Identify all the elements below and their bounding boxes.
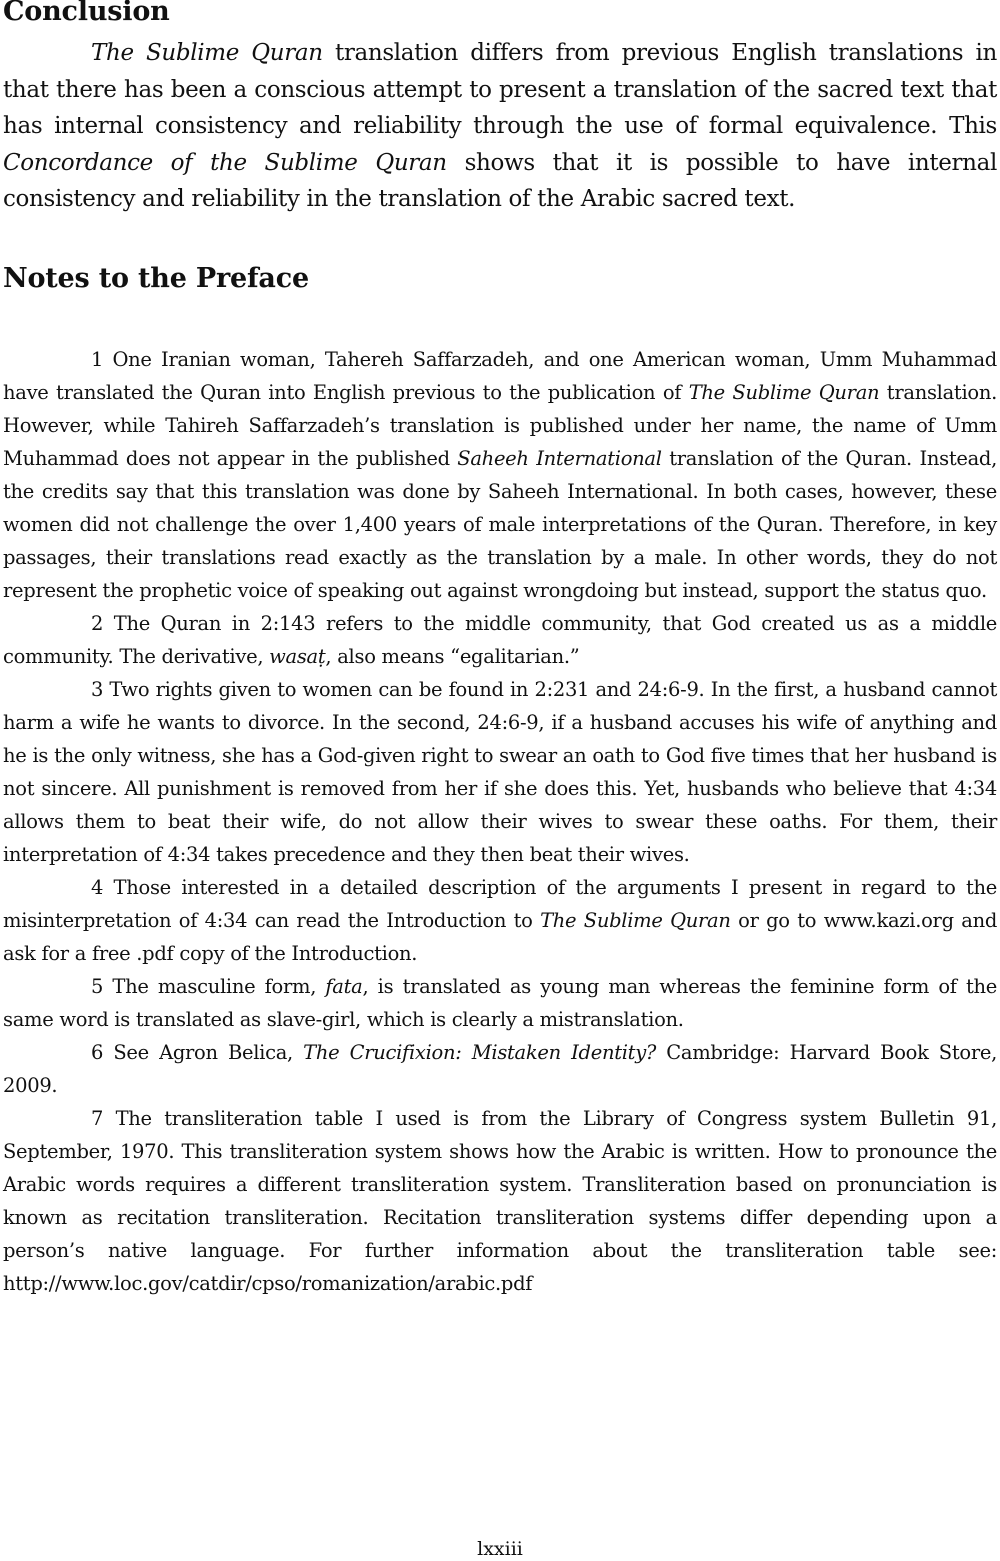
note-text: translation of the Quran. Instead, the credits say that this translation was done by Saheeh International. In both cases, however, these women did not challenge the over 1,400 years of male interpretations of the Quran. Therefore, in key passages, their translations read exactly as the translation by a male. In other words, they do not represent the prophetic voice of speaking out against wrongdoing but instead, support the status quo. — [3, 447, 998, 602]
note-text: , is translated as young man whereas the feminine form of the same word is translated as slave-girl, which is clearly a mistranslation. — [3, 975, 997, 1031]
note-text: Cambridge: Harvard Book Store, 2009. — [3, 1041, 997, 1097]
notes-list — [3, 343, 997, 1300]
page-number: lxxiii — [477, 1538, 523, 1560]
note-italic: fata — [325, 975, 363, 998]
note-text: 1 One Iranian woman, Tahereh Saffarzadeh, and one American woman, Umm Muhammad have translated the Quran into English previous to the publication of — [3, 348, 997, 404]
note-text: 5 The masculine form, — [91, 975, 326, 998]
note-4 — [3, 871, 997, 970]
note-1 — [3, 343, 997, 607]
note-7: 7 The transliteration table I used is from the Library of Congress system Bulletin 91, September, 1970. This transliteration system shows how the Arabic is written. How to pronounce the Arabic words requires a different transliteration system. Transliteration based on pronunciation is known as recitation transliteration. Recitation transliteration systems differ depending upon a person’s native language. For further information about the transliteration table see: http://www.loc.gov/catdir/cpso/romanization/arabic.pdf — [3, 1107, 997, 1295]
note-text: 6 See Agron Belica, — [91, 1041, 304, 1064]
note-text: or go to www.kazi.org and ask for a free .pdf copy of the Introduction. — [3, 909, 998, 965]
note-text: translation. However, while Tahireh Saffarzadeh’s translation is published under her name, the name of Umm Muhammad does not appear in the published — [3, 381, 997, 470]
conclusion-text: translation differs from previous English translations in that there has been a conscious attempt to present a translation of the sacred text that has internal consistency and reliability through the use of formal equivalence. This — [3, 40, 997, 139]
book-title-italic: The Sublime Quran — [91, 40, 323, 66]
note-text: 2 The Quran in 2:143 refers to the middle community, that God created us as a middle community. The derivative, — [3, 612, 997, 668]
conclusion-text: shows that it is possible to have internal consistency and reliability in the translation of the Arabic sacred text. — [3, 149, 997, 212]
conclusion-heading: Conclusion — [3, 0, 170, 27]
notes-heading: Notes to the Preface — [3, 263, 309, 294]
conclusion-paragraph — [3, 35, 997, 218]
note-italic: Saheeh International — [457, 447, 662, 470]
note-text: 4 Those interested in a detailed description of the arguments I present in regard to the misinterpretation of 4:34 can read the Introduction to — [3, 876, 997, 932]
note-6 — [3, 1036, 997, 1102]
note-text: , also means “egalitarian.” — [325, 645, 580, 668]
note-italic: The Crucifixion: Mistaken Identity? — [303, 1041, 657, 1064]
note-5 — [3, 970, 997, 1036]
note-3: 3 Two rights given to women can be found in 2:231 and 24:6-9. In the first, a husband cannot harm a wife he wants to divorce. In the second, 24:6-9, if a husband accuses his wife of anything and he is the only witness, she has a God-given right to swear an oath to God five times that her husband is not sincere. All punishment is removed from her if she does this. Yet, husbands who believe that 4:34 allows them to beat their wife, do not allow their wives to swear these oaths. For them, their interpretation of 4:34 takes precedence and they then beat their wives. — [3, 678, 997, 866]
note-2 — [3, 607, 997, 673]
note-italic: The Sublime Quran — [688, 381, 880, 404]
concordance-title-italic: Concordance of the Sublime Quran — [3, 149, 447, 176]
note-italic: wasaṭ — [269, 645, 326, 668]
note-italic: The Sublime Quran — [540, 909, 731, 932]
